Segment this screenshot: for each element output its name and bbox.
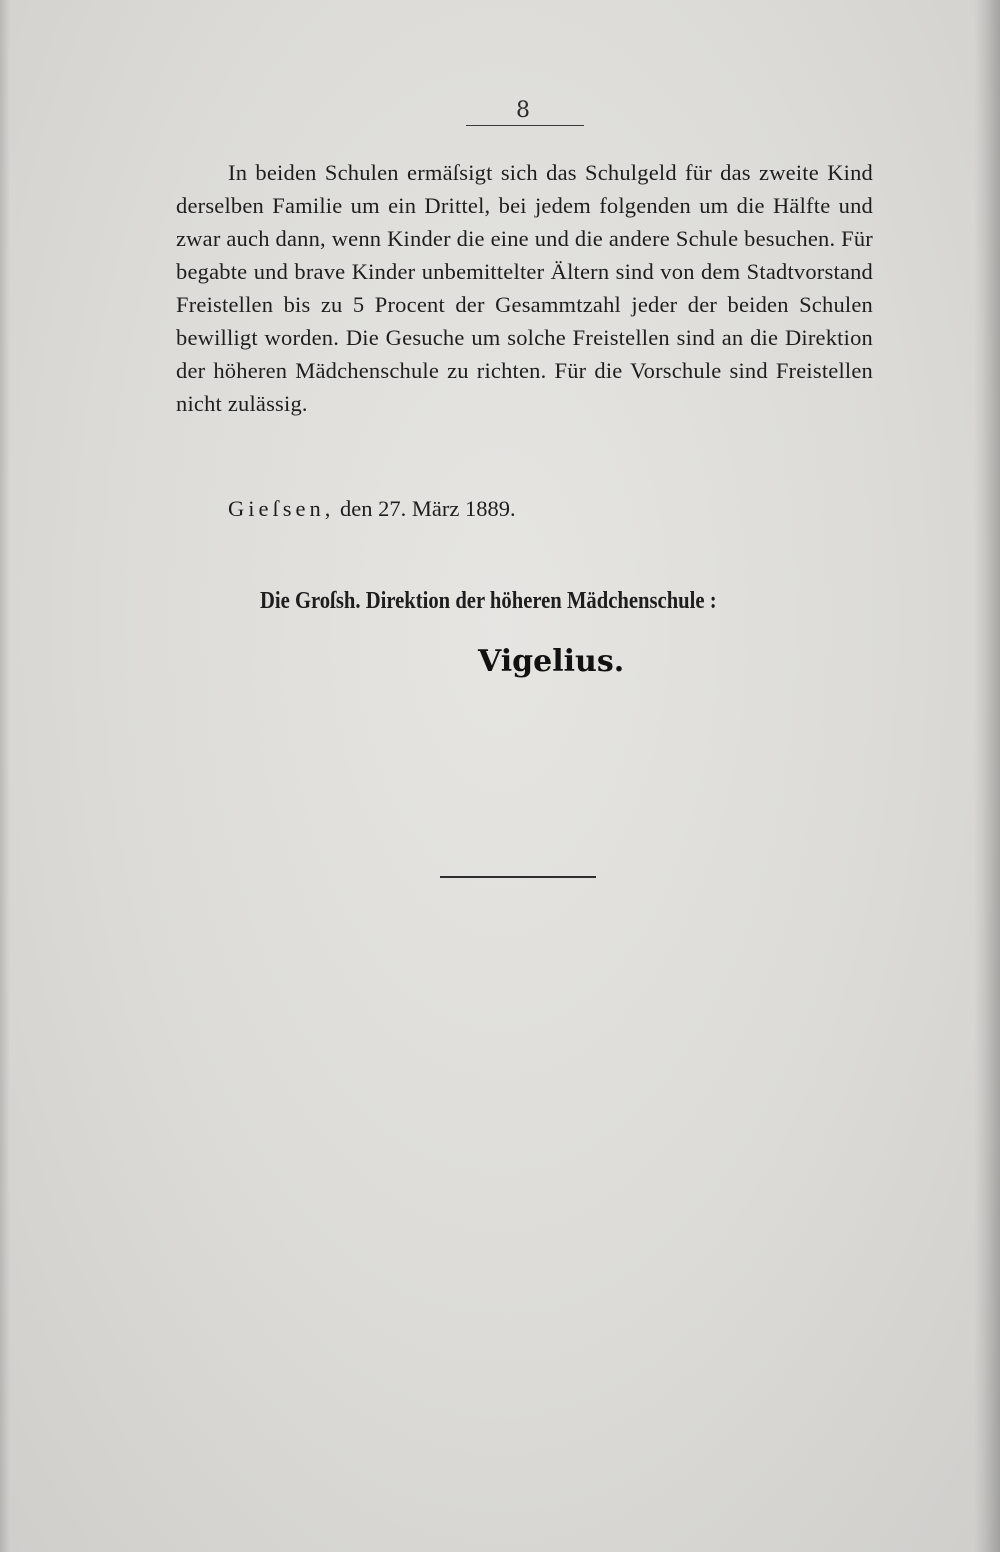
body-paragraph: In beiden Schulen ermäſsigt sich das Schulgeld für das zweite Kind derselben Familie um ein Drittel, bei jedem folgenden um die Hälfte und zwar auch dann, wenn Kinder die eine und die andere Schule besuchen. Für begabte und brave Kinder unbemittelter Ältern sind von dem Stadtvorstand Freistellen bis zu 5 Procent der Gesammtzahl jeder der beiden Schulen bewilligt worden. Die Gesuche um solche Freistellen sind an die Direktion der höheren Mädchenschule zu richten. Für die Vorschule sind Freistellen nicht zulässig. [176,160,873,416]
page-left-edge-shadow [0,0,10,1552]
dateline-place: Gieſsen, [228,496,335,521]
dateline-date: den 27. März 1889. [339,496,516,521]
closing-rule [440,876,596,878]
signatory-line: Die Groſsh. Direktion der höheren Mädchenschule : [260,588,717,614]
page-number: 8 [516,98,530,123]
dateline [228,496,516,522]
signature-name: Vigelius. [478,644,625,679]
page-right-edge-shadow [974,0,1000,1552]
page-number-rule [466,125,584,126]
